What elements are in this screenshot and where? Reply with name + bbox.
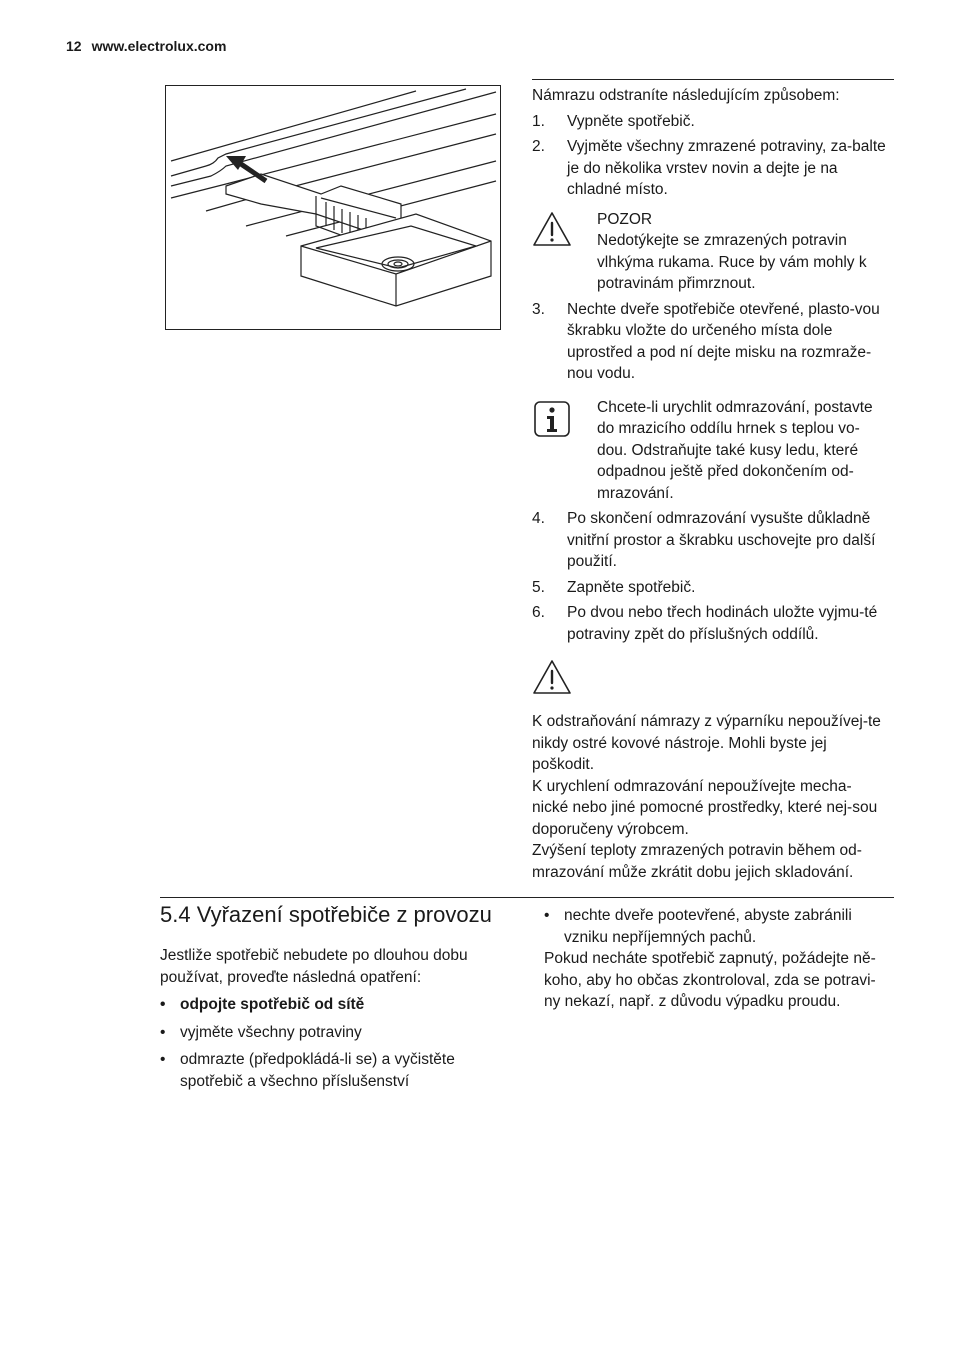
warning-text-3: Zvýšení teploty zmrazených potravin během od-mrazování může zkrátit dobu jejich skladování. [532, 842, 862, 881]
step-number: 1. [532, 112, 545, 130]
page-header [66, 38, 226, 54]
section-right-paragraph: Pokud necháte spotřebič zapnutý, požádejte ně-koho, aby ho občas zkontroloval, zda se potravi-ny nekazí, např. z důvodu výpadku proudu. [544, 950, 876, 1010]
warning-triangle-icon [532, 211, 572, 254]
step-number: 3. [532, 300, 545, 318]
section-intro: Jestliže spotřebič nebudete po dlouhou dobu používat, proveďte následná opatření: [160, 947, 468, 986]
step-text: Vypněte spotřebič. [567, 112, 695, 130]
top-divider [532, 79, 894, 80]
list-item [532, 299, 887, 385]
defrost-illustration [165, 85, 501, 330]
list-item [532, 577, 887, 599]
section-left-column [160, 945, 500, 1092]
bullet-text: odpojte spotřebič od sítě [180, 996, 365, 1013]
bullet-text: nechte dveře pootevřené, abyste zabránili vzniku nepříjemných pachů. [564, 907, 852, 946]
section-title [160, 902, 492, 928]
bullet-text: vyjměte všechny potraviny [180, 1023, 362, 1041]
bullet-mark: • [544, 907, 550, 924]
list-item [160, 1022, 500, 1044]
list-item [532, 136, 887, 201]
bullet-mark: • [160, 1023, 166, 1041]
step-text: Vyjměte všechny zmrazené potraviny, za-balte je do několika vrstev novin a dejte je na chladné místo. [567, 138, 886, 198]
warning-text-2: K urychlení odmrazování nepoužívejte mecha-nické nebo jiné pomocné prostředky, které nej-sou doporučeny výrobcem. [532, 777, 878, 838]
caution-title: POZOR [597, 210, 653, 228]
warning-text-1: K odstraňování námrazy z výparníku nepoužívej-te nikdy ostré kovové nástroje. Mohli byste jej poškodit. [532, 713, 881, 773]
bullet-mark: • [160, 996, 166, 1013]
step-number: 2. [532, 138, 545, 155]
caution-text: Nedotýkejte se zmrazených potravin vlhkýma rukama. Ruce by vám mohly k potravinám přimrznout. [597, 232, 867, 292]
step-number: 4. [532, 510, 545, 527]
bullet-text: odmrazte (předpokládá-li se) a vyčistěte spotřebič a všechno příslušenství [180, 1051, 455, 1090]
step-number: 5. [532, 578, 545, 596]
website-link[interactable]: www.electrolux.com [91, 38, 227, 54]
section-heading: Vyřazení spotřebiče z provozu [196, 902, 492, 927]
list-item [160, 994, 500, 1016]
list-item [544, 905, 890, 948]
step-text: Po skončení odmrazování vysušte důkladně vnitřní prostor a škrabku uschovejte pro další použití. [567, 510, 876, 570]
step-text: Po dvou nebo třech hodinách uložte vyjmu-té potraviny zpět do příslušných oddílů. [567, 604, 878, 643]
list-item [532, 111, 887, 133]
defrost-column [532, 85, 887, 883]
caution-notice [532, 209, 887, 295]
list-item [532, 508, 887, 573]
list-item [532, 602, 887, 645]
section-number: 5.4 [160, 902, 191, 927]
info-text: Chcete-li urychlit odmrazování, postavte do mrazicího oddílu hrnek s teplou vo-dou. Odstraňujte také kusy ledu, které odpadnou ještě před dokončením od-mrazování. [597, 398, 873, 502]
page-number: 12 [66, 38, 82, 54]
step-text: Zapněte spotřebič. [567, 578, 696, 596]
defrost-intro: Námrazu odstraníte následujícím způsobem: [532, 87, 840, 104]
warning-notice [532, 659, 887, 883]
defrost-scraper-illustration-icon [166, 86, 500, 329]
info-notice [532, 397, 887, 505]
info-icon [532, 399, 572, 446]
section-divider [160, 897, 894, 898]
step-number: 6. [532, 604, 545, 621]
bullet-mark: • [160, 1051, 166, 1068]
step-text: Nechte dveře spotřebiče otevřené, plasto-vou škrabku vložte do určeného místa dole uprostřed a pod ní dejte misku na rozmraže-nou vodu. [567, 300, 880, 382]
warning-triangle-icon [532, 659, 887, 711]
list-item [160, 1049, 500, 1092]
section-right-column [544, 905, 890, 1013]
